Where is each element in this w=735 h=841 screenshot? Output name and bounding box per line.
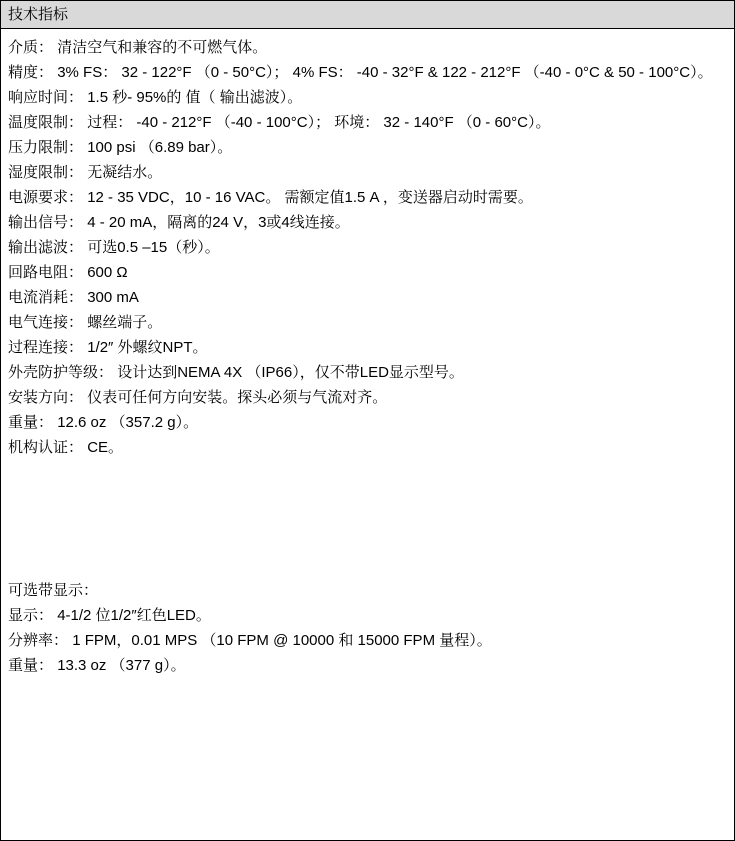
- spec-label: 响应时间：: [8, 89, 84, 106]
- spec-value: 12 - 35 VDC，10 - 16 VAC。 需额定值1.5 A ，变送器启动时需要。: [87, 189, 533, 206]
- spec-value: 13.3 oz （377 g）。: [57, 657, 186, 674]
- spec-label: 电源要求：: [8, 189, 84, 206]
- spec-label: 输出滤波：: [8, 239, 84, 256]
- spec-label: 回路电阻：: [8, 264, 84, 281]
- spec-row-process-connection: [8, 335, 725, 360]
- spec-label: 重量：: [8, 414, 54, 431]
- spec-row-accuracy: [8, 60, 725, 85]
- spec-label: 介质：: [8, 39, 54, 56]
- spec-value: 可选0.5 –15（秒）。: [87, 239, 220, 256]
- spec-value: 600 Ω: [87, 264, 128, 281]
- spec-row-output-signal: [8, 210, 725, 235]
- spec-value: 1/2″ 外螺纹NPT。: [87, 339, 208, 356]
- table-header: [1, 1, 734, 29]
- spec-label: 显示：: [8, 607, 54, 624]
- spec-label: 电流消耗：: [8, 289, 84, 306]
- spec-value: 300 mA: [87, 289, 139, 306]
- spec-row-humidity-limit: [8, 160, 725, 185]
- spec-row-response-time: [8, 85, 725, 110]
- spec-value: 4 - 20 mA，隔离的24 V，3或4线连接。: [87, 214, 350, 231]
- spec-value: 设计达到NEMA 4X （IP66），仅不带LED显示型号。: [117, 364, 464, 381]
- spec-label: 安装方向：: [8, 389, 84, 406]
- spec-label: 输出信号：: [8, 214, 84, 231]
- spec-value: 螺丝端子。: [87, 314, 163, 331]
- spec-row-mounting-orientation: [8, 385, 725, 410]
- spec-label: 重量：: [8, 657, 54, 674]
- spec-value: 3% FS： 32 - 122°F （0 - 50°C）； 4% FS： -40 - 32°F & 122 - 212°F （-40 - 0°C & 50 - 100°C）。: [57, 64, 713, 81]
- optional-heading: 可选带显示：: [8, 582, 99, 599]
- spec-row-current-consumption: [8, 285, 725, 310]
- spec-row-agency-approval: [8, 435, 725, 460]
- spec-value: 仪表可任何方向安装。探头必须与气流对齐。: [87, 389, 388, 406]
- spec-row-enclosure-rating: [8, 360, 725, 385]
- spec-label: 外壳防护等级：: [8, 364, 114, 381]
- spec-row-loop-resistance: [8, 260, 725, 285]
- spec-row-pressure-limit: [8, 135, 725, 160]
- optional-row-display: [8, 603, 725, 628]
- optional-row-resolution: [8, 628, 725, 653]
- spec-value: 4-1/2 位1/2″红色LED。: [57, 607, 211, 624]
- spec-value: 1.5 秒- 95%的 值（ 输出滤波）。: [87, 89, 303, 106]
- spacer: [8, 460, 725, 578]
- spec-row-electrical-connection: [8, 310, 725, 335]
- spec-label: 机构认证：: [8, 439, 84, 456]
- spec-label: 电气连接：: [8, 314, 84, 331]
- spec-label: 分辨率：: [8, 632, 69, 649]
- spec-row-output-filter: [8, 235, 725, 260]
- spec-value: 过程： -40 - 212°F （-40 - 100°C）； 环境： 32 - 140°F （0 - 60°C）。: [87, 114, 551, 131]
- spec-row-weight: [8, 410, 725, 435]
- spec-label: 湿度限制：: [8, 164, 84, 181]
- spec-row-medium: [8, 35, 725, 60]
- table-body: [1, 29, 734, 840]
- spec-value: CE。: [87, 439, 124, 456]
- spec-label: 精度：: [8, 64, 54, 81]
- spec-label: 压力限制：: [8, 139, 84, 156]
- spec-value: 100 psi （6.89 bar）。: [87, 139, 233, 156]
- spec-value: 1 FPM，0.01 MPS （10 FPM @ 10000 和 15000 FPM 量程）。: [72, 632, 492, 649]
- spec-label: 过程连接：: [8, 339, 84, 356]
- optional-display-section: [8, 578, 725, 678]
- spec-value: 12.6 oz （357.2 g）。: [57, 414, 199, 431]
- spec-row-temperature-limit: [8, 110, 725, 135]
- spec-row-power-requirement: [8, 185, 725, 210]
- optional-row-weight: [8, 653, 725, 678]
- spec-value: 无凝结水。: [87, 164, 163, 181]
- table-title: 技术指标: [8, 6, 69, 23]
- spec-label: 温度限制：: [8, 114, 84, 131]
- spec-value: 清洁空气和兼容的不可燃气体。: [57, 39, 268, 56]
